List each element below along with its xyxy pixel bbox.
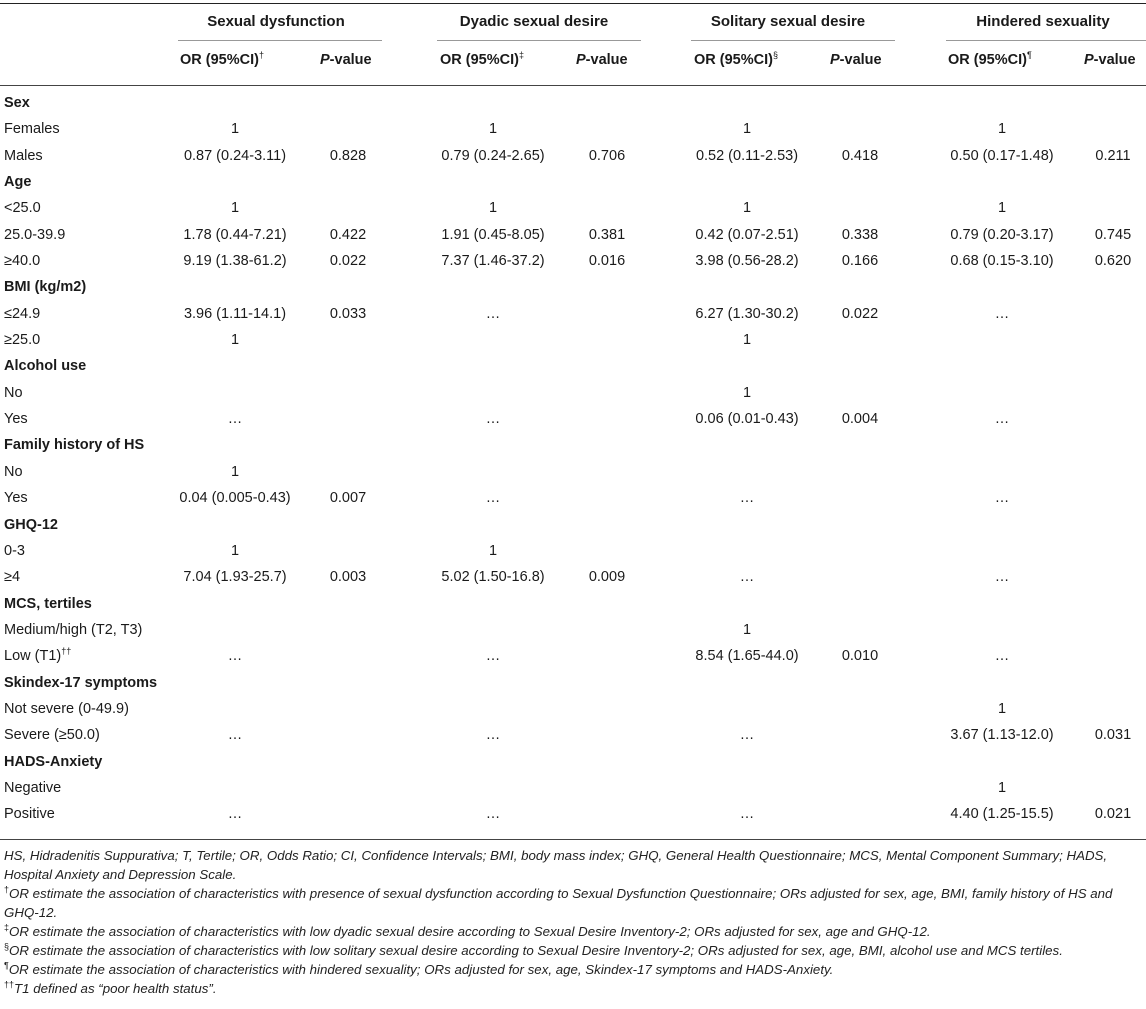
cell-solitary-desire-or: … xyxy=(739,806,755,823)
cell-dyadic-desire-or: … xyxy=(485,727,501,744)
cell-sexual-dysfunction-or: 1 xyxy=(230,200,240,217)
cell-solitary-desire-or: 1 xyxy=(742,200,752,217)
table-row xyxy=(0,539,1146,565)
footnote xyxy=(4,846,1142,884)
row-label xyxy=(4,385,23,401)
row-label-text: Family history of HS xyxy=(4,437,145,454)
section-row xyxy=(0,91,1146,117)
group-rule xyxy=(178,40,382,41)
row-label-text: ≥4 xyxy=(4,569,21,586)
cell-dyadic-desire-or: 7.37 (1.46-37.2) xyxy=(441,253,545,270)
table-row xyxy=(0,117,1146,143)
cell-solitary-desire-or: 0.06 (0.01-0.43) xyxy=(695,411,799,428)
row-label-text: 0-3 xyxy=(4,542,25,559)
table-row xyxy=(0,618,1146,644)
table-row xyxy=(0,249,1146,275)
cell-dyadic-desire-p: 0.706 xyxy=(588,147,626,164)
section-heading xyxy=(4,596,92,612)
row-label-text: Medium/high (T2, T3) xyxy=(4,621,143,638)
cell-dyadic-desire-p: 0.381 xyxy=(588,226,626,243)
row-label xyxy=(4,227,65,243)
cell-sexual-dysfunction-or: 1 xyxy=(230,121,240,138)
cell-sexual-dysfunction-or: 1 xyxy=(230,542,240,559)
cell-hindered-sexuality-or: … xyxy=(994,648,1010,665)
table-row xyxy=(0,644,1146,670)
row-label xyxy=(4,306,40,322)
row-label xyxy=(4,648,71,664)
table-row xyxy=(0,723,1146,749)
cell-dyadic-desire-or: 1 xyxy=(488,121,498,138)
section-row xyxy=(0,433,1146,459)
section-row xyxy=(0,671,1146,697)
cell-hindered-sexuality-p: 0.031 xyxy=(1094,727,1132,744)
footnote-mark: ‡ xyxy=(4,922,10,933)
cell-solitary-desire-or: 1 xyxy=(742,621,752,638)
cell-hindered-sexuality-or: … xyxy=(994,411,1010,428)
col-title-pvalue: P-value xyxy=(320,52,372,68)
table-bottom-rule xyxy=(0,839,1146,840)
table-header xyxy=(0,0,1146,90)
footnote-mark: †† xyxy=(61,646,72,657)
row-label xyxy=(4,200,41,216)
footnote-mark: § xyxy=(4,941,10,952)
footnote-text: OR estimate the association of characteristics with presence of sexual dysfunction according to Sexual Dysfunction Questionnaire; ORs adjusted for sex, age, BMI, family history of HS and GHQ-12. xyxy=(4,886,1113,920)
row-label-text: MCS, tertiles xyxy=(4,595,92,612)
section-row xyxy=(0,354,1146,380)
table-row xyxy=(0,302,1146,328)
cell-solitary-desire-p: 0.022 xyxy=(841,305,879,322)
cell-sexual-dysfunction-p: 0.828 xyxy=(329,147,367,164)
cell-sexual-dysfunction-or: 0.87 (0.24-3.11) xyxy=(183,147,287,164)
cell-hindered-sexuality-or: 0.68 (0.15-3.10) xyxy=(950,253,1054,270)
cell-solitary-desire-or: 6.27 (1.30-30.2) xyxy=(695,305,799,322)
row-label-text: Yes xyxy=(4,411,28,428)
cell-hindered-sexuality-p: 0.021 xyxy=(1094,806,1132,823)
row-label-text: ≤24.9 xyxy=(4,305,41,322)
cell-hindered-sexuality-or: 0.79 (0.20-3.17) xyxy=(950,226,1054,243)
cell-dyadic-desire-or: … xyxy=(485,648,501,665)
footnote-mark: †† xyxy=(4,979,15,990)
section-heading xyxy=(4,95,30,111)
footnote xyxy=(4,922,1142,941)
table-row xyxy=(0,407,1146,433)
cell-dyadic-desire-or: … xyxy=(485,806,501,823)
cell-solitary-desire-p: 0.010 xyxy=(841,648,879,665)
cell-sexual-dysfunction-or: 1.78 (0.44-7.21) xyxy=(183,226,287,243)
cell-sexual-dysfunction-or: … xyxy=(227,411,243,428)
cell-hindered-sexuality-p: 0.745 xyxy=(1094,226,1132,243)
cell-sexual-dysfunction-or: 1 xyxy=(230,463,240,480)
cell-solitary-desire-or: 0.52 (0.11-2.53) xyxy=(695,147,799,164)
cell-sexual-dysfunction-or: 1 xyxy=(230,332,240,349)
cell-hindered-sexuality-or: 4.40 (1.25-15.5) xyxy=(950,806,1054,823)
row-label-text: No xyxy=(4,384,23,401)
cell-dyadic-desire-or: 1 xyxy=(488,200,498,217)
cell-solitary-desire-or: 1 xyxy=(742,332,752,349)
cell-sexual-dysfunction-p: 0.422 xyxy=(329,226,367,243)
cell-solitary-desire-p: 0.338 xyxy=(841,226,879,243)
footnote xyxy=(4,960,1142,979)
cell-hindered-sexuality-p: 0.211 xyxy=(1095,147,1131,164)
row-label-text: Skindex-17 symptoms xyxy=(4,674,158,691)
row-label-text: Low (T1) xyxy=(4,648,62,665)
row-label-text: HADS-Anxiety xyxy=(4,753,103,770)
table-row xyxy=(0,196,1146,222)
col-title-or: OR (95%CI)¶ xyxy=(948,50,1032,68)
cell-hindered-sexuality-or: 1 xyxy=(997,200,1007,217)
cell-solitary-desire-or: 3.98 (0.56-28.2) xyxy=(695,253,799,270)
row-label-text: Alcohol use xyxy=(4,358,87,375)
cell-sexual-dysfunction-p: 0.033 xyxy=(329,305,367,322)
section-heading xyxy=(4,517,58,533)
cell-sexual-dysfunction-p: 0.022 xyxy=(329,253,367,270)
footnote-mark: † xyxy=(4,884,10,895)
section-heading xyxy=(4,279,86,295)
footnote xyxy=(4,884,1142,922)
cell-hindered-sexuality-or: … xyxy=(994,490,1010,507)
row-label xyxy=(4,727,100,743)
cell-sexual-dysfunction-or: … xyxy=(227,727,243,744)
group-rule xyxy=(691,40,895,41)
cell-solitary-desire-or: … xyxy=(739,727,755,744)
cell-solitary-desire-or: 8.54 (1.65-44.0) xyxy=(695,648,799,665)
section-heading xyxy=(4,754,102,770)
col-title-pvalue: P-value xyxy=(576,52,628,68)
cell-dyadic-desire-or: … xyxy=(485,490,501,507)
group-title-dyadic-sexual-desire: Dyadic sexual desire xyxy=(459,13,609,30)
footnote-text: OR estimate the association of characteristics with low solitary sexual desire according to Sexual Desire Inventory-2; ORs adjusted for sex, age, BMI, alcohol use and MCS tertiles. xyxy=(9,943,1063,958)
cell-sexual-dysfunction-p: 0.007 xyxy=(329,490,367,507)
row-label-text: Positive xyxy=(4,806,55,823)
table-body xyxy=(0,91,1146,829)
section-heading xyxy=(4,358,86,374)
cell-dyadic-desire-p: 0.009 xyxy=(588,569,626,586)
cell-dyadic-desire-or: … xyxy=(485,411,501,428)
cell-solitary-desire-or: … xyxy=(739,569,755,586)
cell-dyadic-desire-or: … xyxy=(485,305,501,322)
cell-solitary-desire-or: 0.42 (0.07-2.51) xyxy=(695,226,799,243)
cell-hindered-sexuality-or: 3.67 (1.13-12.0) xyxy=(950,727,1054,744)
cell-sexual-dysfunction-or: 0.04 (0.005-0.43) xyxy=(179,490,291,507)
row-label-text: Sex xyxy=(4,95,30,111)
cell-dyadic-desire-or: 1 xyxy=(488,542,498,559)
footnote-mark: ¶ xyxy=(4,960,9,971)
cell-hindered-sexuality-or: … xyxy=(994,569,1010,586)
table-footnotes xyxy=(4,846,1142,998)
row-label-text: ≥25.0 xyxy=(4,332,41,349)
cell-dyadic-desire-or: 0.79 (0.24-2.65) xyxy=(441,147,545,164)
section-row xyxy=(0,275,1146,301)
cell-sexual-dysfunction-p: 0.003 xyxy=(329,569,367,586)
row-label-text: Yes xyxy=(4,490,28,507)
group-rule xyxy=(437,40,641,41)
table-row xyxy=(0,460,1146,486)
row-label-text: Males xyxy=(4,147,43,164)
col-title-pvalue: P-value xyxy=(1084,52,1136,68)
col-title-or: OR (95%CI)§ xyxy=(694,50,778,68)
row-label-text: BMI (kg/m2) xyxy=(4,279,87,296)
cell-hindered-sexuality-or: 1 xyxy=(997,779,1007,796)
cell-dyadic-desire-p: 0.016 xyxy=(588,253,626,270)
row-label xyxy=(4,701,129,717)
row-label-text: No xyxy=(4,463,23,480)
cell-dyadic-desire-or: 5.02 (1.50-16.8) xyxy=(441,569,545,586)
section-heading xyxy=(4,174,31,190)
row-label xyxy=(4,622,142,638)
group-title-solitary-sexual-desire: Solitary sexual desire xyxy=(710,13,866,30)
header-bottom-rule xyxy=(0,85,1146,86)
cell-sexual-dysfunction-or: 7.04 (1.93-25.7) xyxy=(183,569,287,586)
col-title-pvalue: P-value xyxy=(830,52,882,68)
footnote-text: HS, Hidradenitis Suppurativa; T, Tertile; OR, Odds Ratio; CI, Confidence Intervals; BMI, body mass index; GHQ, General Health Questionnaire; MCS, Mental Component Summary; HADS, Hospital Anxiety and Depression Scale. xyxy=(4,848,1108,882)
cell-sexual-dysfunction-or: 3.96 (1.11-14.1) xyxy=(183,305,287,322)
row-label xyxy=(4,543,25,559)
row-label xyxy=(4,490,28,506)
row-label xyxy=(4,411,28,427)
section-heading xyxy=(4,437,144,453)
section-row xyxy=(0,750,1146,776)
row-label xyxy=(4,806,55,822)
col-title-or: OR (95%CI)† xyxy=(180,50,264,68)
row-label xyxy=(4,253,40,269)
cell-solitary-desire-p: 0.418 xyxy=(841,147,879,164)
row-label-text: GHQ-12 xyxy=(4,516,58,533)
row-label-text: Age xyxy=(4,174,32,191)
cell-solitary-desire-or: 1 xyxy=(742,384,752,401)
row-label-text: Severe (≥50.0) xyxy=(4,727,100,744)
cell-hindered-sexuality-p: 0.620 xyxy=(1094,253,1132,270)
section-row xyxy=(0,592,1146,618)
table-row xyxy=(0,381,1146,407)
section-row xyxy=(0,170,1146,196)
table-row xyxy=(0,144,1146,170)
table-row xyxy=(0,565,1146,591)
cell-solitary-desire-p: 0.004 xyxy=(841,411,879,428)
table-row xyxy=(0,697,1146,723)
cell-hindered-sexuality-or: 1 xyxy=(997,121,1007,138)
group-title-sexual-dysfunction: Sexual dysfunction xyxy=(207,13,345,30)
cell-sexual-dysfunction-or: 9.19 (1.38-61.2) xyxy=(183,253,287,270)
footnote-text: OR estimate the association of characteristics with hindered sexuality; ORs adjusted for sex, age, Skindex-17 symptoms and HADS-Anxiety. xyxy=(8,962,834,977)
footnote xyxy=(4,979,1142,998)
section-heading xyxy=(4,675,157,691)
col-title-or: OR (95%CI)‡ xyxy=(440,50,524,68)
footnote xyxy=(4,941,1142,960)
cell-hindered-sexuality-or: 0.50 (0.17-1.48) xyxy=(950,147,1054,164)
row-label xyxy=(4,780,61,796)
row-label xyxy=(4,121,60,137)
cell-hindered-sexuality-or: 1 xyxy=(997,700,1007,717)
cell-sexual-dysfunction-or: … xyxy=(227,806,243,823)
cell-dyadic-desire-or: 1.91 (0.45-8.05) xyxy=(441,226,545,243)
table-row xyxy=(0,776,1146,802)
cell-solitary-desire-or: 1 xyxy=(742,121,752,138)
cell-solitary-desire-p: 0.166 xyxy=(841,253,879,270)
row-label xyxy=(4,332,40,348)
row-label xyxy=(4,148,43,164)
group-rule xyxy=(946,40,1146,41)
row-label xyxy=(4,464,23,480)
row-label-text: ≥40.0 xyxy=(4,253,41,270)
row-label-text: Negative xyxy=(4,779,62,796)
row-label-text: Not severe (0-49.9) xyxy=(4,700,129,717)
section-row xyxy=(0,513,1146,539)
footnote-text: OR estimate the association of characteristics with low dyadic sexual desire according to Sexual Desire Inventory-2; ORs adjusted for sex, age and GHQ-12. xyxy=(9,924,931,939)
cell-sexual-dysfunction-or: … xyxy=(227,648,243,665)
row-label-text: Females xyxy=(4,121,60,138)
table-row xyxy=(0,328,1146,354)
row-label xyxy=(4,569,20,585)
cell-solitary-desire-or: … xyxy=(739,490,755,507)
cell-hindered-sexuality-or: … xyxy=(994,305,1010,322)
group-title-hindered-sexuality: Hindered sexuality xyxy=(976,13,1110,30)
footnote-text: T1 defined as “poor health status”. xyxy=(14,981,217,996)
row-label-text: <25.0 xyxy=(4,200,41,217)
row-label-text: 25.0-39.9 xyxy=(4,226,66,243)
table-row xyxy=(0,486,1146,512)
table-row xyxy=(0,223,1146,249)
table-row xyxy=(0,802,1146,828)
